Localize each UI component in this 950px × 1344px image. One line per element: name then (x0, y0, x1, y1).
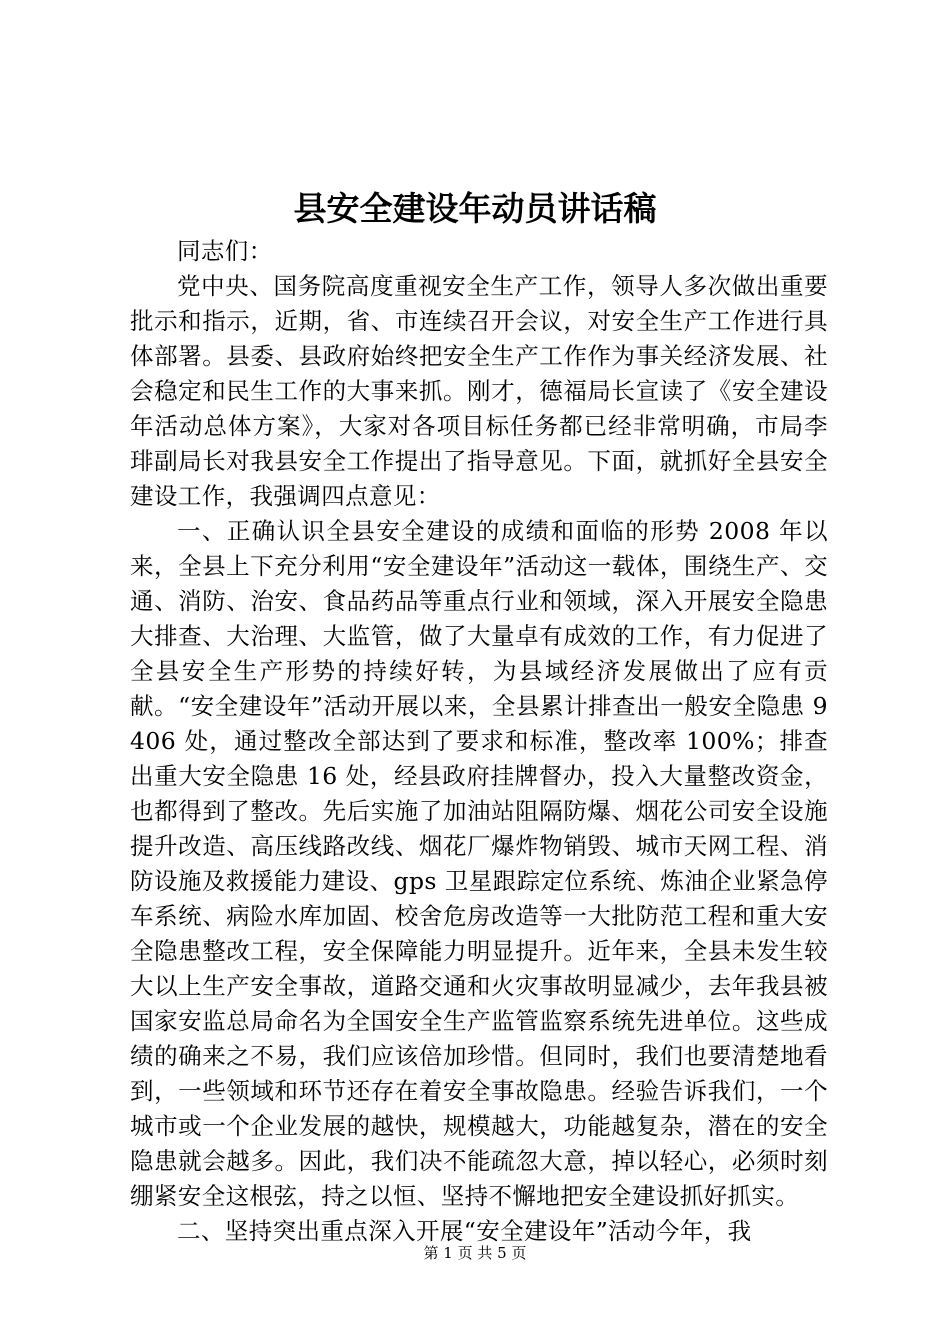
salutation-paragraph: 同志们： (177, 237, 273, 265)
page-number-footer: 第 1 页 共 5 页 (423, 1244, 527, 1262)
section-two-paragraph: 二、坚持突出重点深入开展“安全建设年”活动今年，我 (177, 1217, 752, 1245)
intro-paragraph: 党中央、国务院高度重视安全生产工作，领导人多次做出重要批示和指示，近期，省、市连续召开会议，对安全生产工作进行具体部署。县委、县政府始终把安全生产工作作为事关经济发展、社会稳定和民生工作的大事来抓。刚才，德福局长宣读了《安全建设年活动总体方案》，大家对各项目标任务都已经非常明确，市局李琲副局长对我县安全工作提出了指导意见。下面，就抓好全县安全建设工作，我强调四点意见： (130, 272, 828, 510)
document-body (130, 234, 828, 1249)
document-title: 县安全建设年动员讲话稿 (293, 189, 657, 228)
section-one-paragraph: 一、正确认识全县安全建设的成绩和面临的形势 2008 年以来，全县上下充分利用“安全建设年”活动这一载体，围绕生产、交通、消防、治安、食品药品等重点行业和领域，深入开展安全隐患大排查、大治理、大监管，做了大量卓有成效的工作，有力促进了全县安全生产形势的持续好转，为县域经济发展做出了应有贡献。“安全建设年”活动开展以来，全县累计排查出一般安全隐患 9406 处，通过整改全部达到了要求和标准，整改率 100%；排查出重大安全隐患 16 处，经县政府挂牌督办，投入大量整改资金，也都得到了整改。先后实施了加油站阻隔防爆、烟花公司安全设施提升改造、高压线路改线、烟花厂爆炸物销毁、城市天网工程、消防设施及救援能力建设、gps 卫星跟踪定位系统、炼油企业紧急停车系统、病险水库加固、校舍危房改造等一大批防范工程和重大安全隐患整改工程，安全保障能力明显提升。近年来，全县未发生较大以上生产安全事故，道路交通和火灾事故明显减少，去年我县被国家安监总局命名为全国安全生产监管监察系统先进单位。这些成绩的确来之不易，我们应该倍加珍惜。但同时，我们也要清楚地看到，一些领域和环节还存在着安全事故隐患。经验告诉我们，一个城市或一个企业发展的越快，规模越大，功能越复杂，潜在的安全隐患就会越多。因此，我们决不能疏忽大意，掉以轻心，必须时刻绷紧安全这根弦，持之以恒、坚持不懈地把安全建设抓好抓实。 (130, 517, 828, 1210)
